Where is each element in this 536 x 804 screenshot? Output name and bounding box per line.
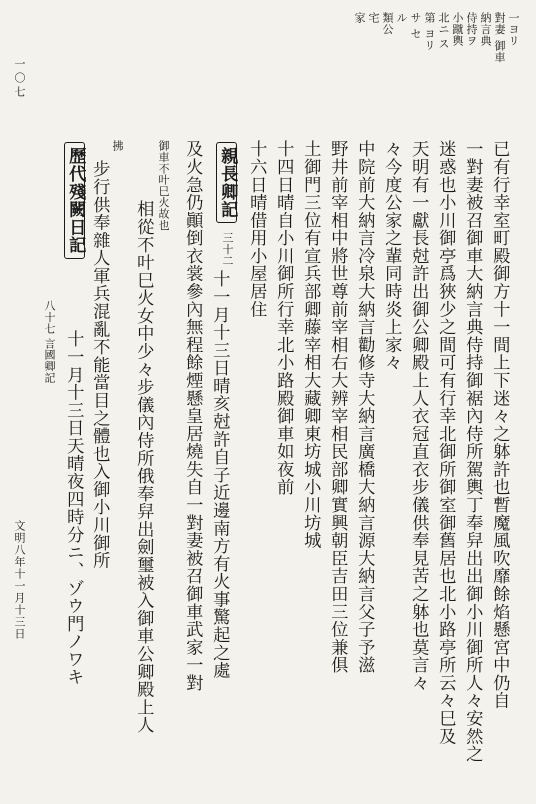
small-note: 拂 bbox=[111, 140, 124, 152]
page-number: 一〇七 bbox=[13, 58, 26, 100]
text-line: 十四日晴自小川御所行幸北小路殿御車如夜前 bbox=[273, 140, 294, 496]
top-note: 第 bbox=[423, 12, 436, 24]
text-line: 一對妻被召御車大納言典侍持御裾內侍所駕輿丁奉舁出出御小川御所人々安然之 bbox=[462, 140, 483, 763]
top-note: 對妻 bbox=[493, 12, 506, 35]
top-note: 一ヨリ bbox=[507, 12, 520, 46]
small-note: 御車不叶巳火故也 bbox=[157, 140, 170, 231]
side-header: 文明八年十一月十三日 bbox=[13, 520, 26, 640]
top-note: サ bbox=[409, 12, 422, 24]
text-line: 已有行幸室町殿御方十一間上下迷々之躰許也暫魔風吹靡餘焰懸宮中仍自 bbox=[489, 140, 510, 710]
top-note: 小蹴輿 bbox=[451, 12, 464, 46]
top-note: ル bbox=[395, 12, 408, 24]
text-line: 々今度公家之輩同時炎上家々 bbox=[381, 140, 402, 372]
top-note: ヨリ bbox=[423, 28, 436, 51]
text-line: 土御門三位有宣兵部卿藤宰相大藏卿東坊城小川坊城 bbox=[300, 140, 321, 550]
top-note: セ bbox=[409, 28, 422, 40]
top-note: 宅 bbox=[367, 12, 380, 24]
top-note: 侍持ヲ bbox=[465, 12, 478, 46]
top-note: ス bbox=[437, 38, 450, 50]
text-line: 及火急仍顚倒衣裳參內無程餘煙懸皇居燒失自一對妻被召御車武家一對 bbox=[182, 140, 203, 692]
text-line: 野井前宰相中將世尊前宰相右大辨宰相民部卿實興朝臣吉田三位兼俱 bbox=[327, 140, 348, 674]
text-line: 中院前大納言冷泉大納言勸修寺大納言廣橋大納言源大納言父子予滋 bbox=[354, 140, 375, 674]
entry-title: 親長卿記 bbox=[216, 142, 237, 223]
top-note: 納言典 bbox=[479, 12, 492, 46]
entry-title: 歷代殘闕日記 bbox=[64, 142, 85, 259]
text-line: 迷惑也小川御亭爲狹少之間可有行幸北御所御室御舊居也北小路亭所云々巳及 bbox=[435, 140, 456, 745]
entry-date-note: 三十二 bbox=[221, 232, 234, 266]
text-line: 步行供奉雜人軍兵混亂不能當目之體也入御小川御所 bbox=[89, 160, 110, 570]
text-line: 十一月十三日晴亥尅許自子近邊南方有火事驚起之處 bbox=[209, 270, 230, 680]
text-line: 天明有一獻長尅許出御公卿殿上人衣冠直衣步儀供奉見苦之躰也莫言々 bbox=[408, 140, 429, 692]
top-note: 北ニ bbox=[437, 12, 450, 35]
text-line: 十六日晴借用小屋居住 bbox=[246, 140, 267, 318]
top-note: 類公 bbox=[381, 12, 394, 35]
top-note: 御車 bbox=[493, 40, 506, 63]
entry-ref-note: 八十七 言國卿記 bbox=[43, 300, 56, 383]
text-line: 十一月十三日天晴夜四時分ニ、ゾウ門ノワキ bbox=[63, 330, 84, 686]
top-note: 家 bbox=[353, 12, 366, 24]
text-line: 相從不叶巳火女中少々步儀內侍所俄奉舁出劍璽被入御車公卿殿上人 bbox=[133, 200, 154, 734]
